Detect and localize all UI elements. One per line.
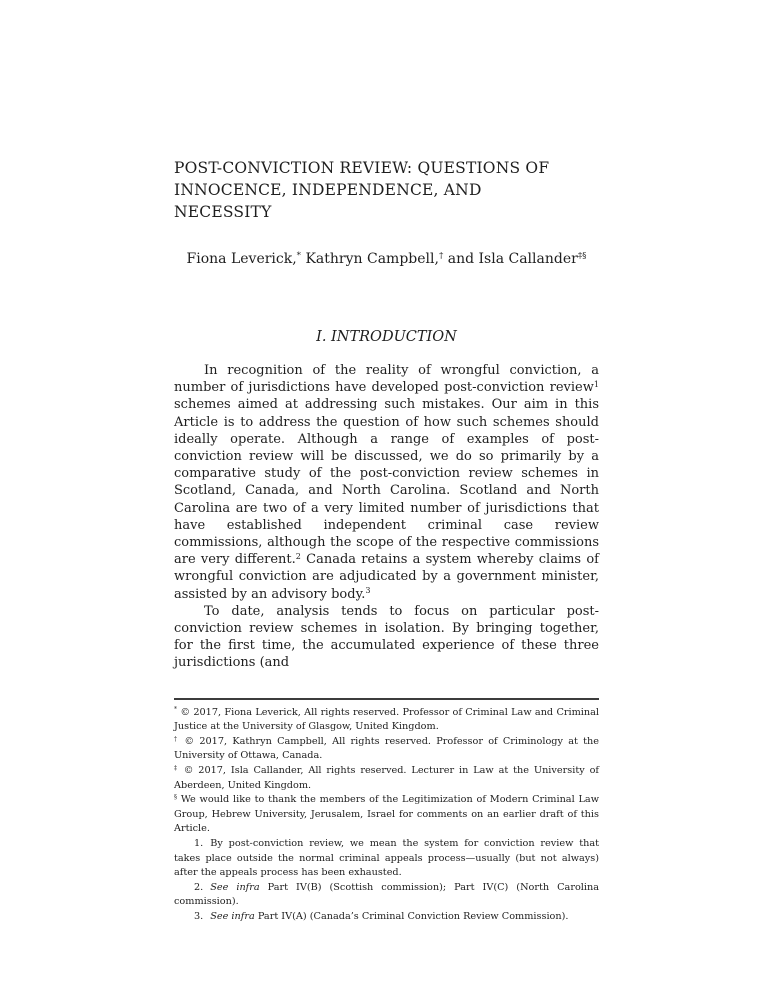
footnote-section	[174, 793, 599, 837]
body-text	[174, 362, 599, 672]
footnote-star-text: © 2017, Fiona Leverick, All rights reserved. Professor of Criminal Law and Criminal Justice at the University of Glasgow, United Kingdom.	[174, 706, 599, 733]
footnote-ref-1: 1	[593, 379, 599, 389]
footnote-double-dagger-text: © 2017, Isla Callander, All rights reserved. Lecturer in Law at the University of Aberdeen, United Kingdom.	[174, 765, 599, 791]
footnote-2	[174, 881, 599, 910]
footnote-dagger-mark: †	[174, 735, 180, 743]
author-name-1: Fiona Leverick,	[186, 251, 297, 267]
title-line-3: NECESSITY	[174, 203, 272, 221]
footnote-separator	[174, 698, 599, 700]
paragraph-1-text: schemes aimed at addressing such mistakes. Our aim in this Article is to address the question of how such schemes should ideally operate. Although a range of examples of post-conviction review will be discussed, we do so primarily by a comparative study of the post-conviction review schemes in Scotland, Canada, and North Carolina. Scotland and North Carolina are two of a very limited number of jurisdictions that have established independent criminal case review commissions, although the scope of the respective commissions are very different.	[174, 397, 599, 568]
footnote-section-mark: §	[174, 793, 177, 801]
title-line-1: POST-CONVICTION REVIEW: QUESTIONS OF	[174, 159, 550, 177]
author-2-footnote-mark: †	[438, 251, 444, 262]
footnote-star	[174, 706, 599, 735]
footnotes-block	[174, 706, 599, 925]
paragraph-2	[174, 603, 599, 672]
footnote-1-number: 1.	[194, 838, 204, 849]
article-title	[174, 157, 599, 223]
footnote-double-dagger-mark: ‡	[174, 764, 179, 772]
section-heading: I. INTRODUCTION	[316, 329, 457, 345]
footnote-ref-2: 2	[295, 551, 301, 561]
footnote-2-signal: See infra	[210, 881, 260, 893]
footnote-2-text: Part IV(B) (Scottish commission); Part IV(C) (North Carolina commission).	[174, 881, 599, 908]
paragraph-1-text: Canada retains a system whereby claims of wrongful conviction are adjudicated by a government minister, assisted by an advisory body.	[174, 552, 599, 602]
footnote-3	[174, 910, 599, 925]
footnote-3-signal: See infra	[210, 910, 255, 922]
page-content	[174, 0, 599, 925]
footnote-dagger	[174, 735, 599, 764]
paragraph-1-text: In recognition of the reality of wrongful conviction, a number of jurisdictions have developed post-conviction review	[174, 363, 599, 396]
paragraph-2-text: To date, analysis tends to focus on particular post-conviction review schemes in isolation. By bringing together, for the first time, the accumulated experience of these three jurisdictions (and	[174, 603, 599, 671]
footnote-3-text: Part IV(A) (Canada’s Criminal Conviction Review Commission).	[254, 910, 569, 922]
footnote-dagger-text: © 2017, Kathryn Campbell, All rights reserved. Professor of Criminology at the University of Ottawa, Canada.	[174, 735, 599, 762]
footnote-1	[174, 837, 599, 881]
author-name-2: Kathryn Campbell,	[301, 251, 439, 267]
footnote-ref-3: 3	[365, 586, 371, 596]
byline	[174, 251, 599, 267]
footnote-2-number: 2.	[194, 881, 204, 893]
footnote-double-dagger	[174, 764, 599, 793]
paragraph-1	[174, 362, 599, 603]
footnote-1-text: By post-conviction review, we mean the system for conviction review that takes place outside the normal criminal appeals process—usually (but not always) after the appeals process has been exhausted.	[174, 838, 599, 879]
footnote-3-number: 3.	[194, 910, 204, 922]
author-name-3: and Isla Callander	[443, 251, 578, 267]
title-line-2: INNOCENCE, INDEPENDENCE, AND	[174, 181, 482, 199]
author-3-footnote-mark: ‡§	[577, 251, 587, 262]
footnote-section-text: We would like to thank the members of the Legitimization of Modern Criminal Law Group, Hebrew University, Jerusalem, Israel for comments on an earlier draft of this Article.	[174, 794, 599, 835]
author-1-footnote-mark: *	[296, 251, 302, 262]
footnote-star-mark: *	[174, 706, 177, 714]
